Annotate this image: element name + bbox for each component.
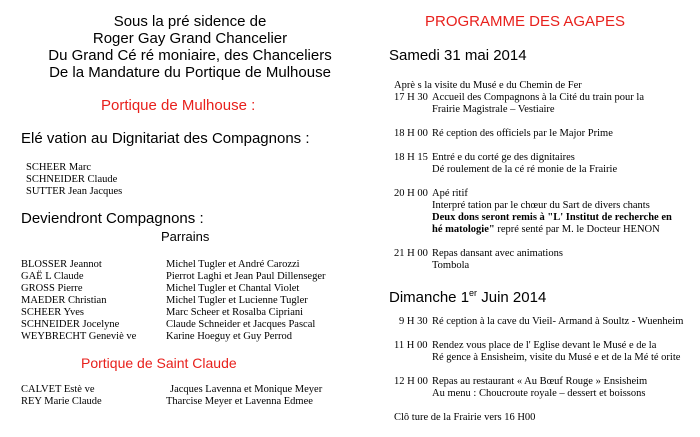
event-line: Ré gence à Ensisheim, visite du Musé e et de la Mé té orite	[432, 352, 681, 363]
compagnon-parrains: Pierrot Laghi et Jean Paul Dillenseger	[166, 271, 326, 282]
event-time: 17 H 30	[394, 92, 428, 103]
dignitaire-1: SCHEER Marc	[26, 162, 92, 173]
compagnon-name: WEYBRECHT Geneviè ve	[21, 331, 137, 342]
elevation-heading: Elé vation au Dignitariat des Compagnons :	[21, 130, 310, 147]
day1-title: Samedi 31 mai 2014	[389, 47, 527, 64]
compagnon-name: SCHEER Yves	[21, 307, 85, 318]
closing-line: Clô ture de la Frairie vers 16 H00	[394, 412, 536, 423]
event-line: Entré e du corté ge des dignitaires	[432, 152, 575, 163]
parrains-heading: Parrains	[161, 229, 210, 244]
event-line: Ré ception à la cave du Vieil- Armand à Soultz - Wuenheim	[432, 316, 684, 327]
event-line: Ré ception des officiels par le Major Prime	[432, 128, 613, 139]
programme-title: PROGRAMME DES AGAPES	[425, 13, 626, 30]
event-line: Repas au restaurant « Au Bœuf Rouge » Ensisheim	[432, 376, 648, 387]
event-line: Rendez vous place de l' Eglise devant le Musé e de la	[432, 340, 657, 351]
portique-mulhouse-heading: Portique de Mulhouse :	[101, 97, 256, 114]
event-line: Accueil des Compagnons à la Cité du train pour la	[432, 92, 644, 103]
header-line-1: Sous la pré sidence de	[113, 13, 267, 30]
event-time: 18 H 15	[394, 152, 428, 163]
compagnon-name: MAEDER Christian	[21, 295, 107, 306]
compagnon-parrains: Claude Schneider et Jacques Pascal	[166, 319, 316, 330]
compagnon-name: REY Marie Claude	[21, 396, 102, 407]
event-time: 11 H 00	[394, 340, 428, 351]
header-line-2: Roger Gay Grand Chancelier	[92, 30, 288, 47]
day1-intro: Aprè s la visite du Musé e du Chemin de Fer	[394, 80, 582, 91]
compagnon-name: SCHNEIDER Jocelyne	[21, 319, 120, 330]
compagnon-name: GROSS Pierre	[21, 283, 83, 294]
event-line: Dé roulement de la cé ré monie de la Frairie	[432, 164, 618, 175]
compagnon-parrains: Michel Tugler et Chantal Violet	[166, 283, 300, 294]
header-line-4: De la Mandature du Portique de Mulhouse	[49, 64, 331, 81]
compagnon-name: BLOSSER Jeannot	[21, 259, 102, 270]
compagnon-parrains: Jacques Lavenna et Monique Meyer	[170, 384, 323, 395]
event-time: 9 H 30	[399, 316, 428, 327]
event-line: Tombola	[432, 260, 470, 271]
day2-title	[389, 285, 546, 306]
compagnon-parrains: Michel Tugler et André Carozzi	[166, 259, 300, 270]
portique-saint-claude-heading: Portique de Saint Claude	[81, 355, 237, 371]
don-line-2-rest: repré senté par M. le Docteur HENON	[494, 224, 660, 235]
day2-title-sup: er	[469, 288, 478, 298]
event-time: 21 H 00	[394, 248, 428, 259]
event-time: 18 H 00	[394, 128, 428, 139]
deviendront-heading: Deviendront Compagnons :	[21, 210, 204, 227]
compagnon-parrains: Michel Tugler et Lucienne Tugler	[166, 295, 308, 306]
event-time: 12 H 00	[394, 376, 428, 387]
don-line-2	[432, 224, 660, 236]
dignitaire-2: SCHNEIDER Claude	[26, 174, 118, 185]
day2-title-pre: Dimanche 1	[389, 289, 470, 306]
event-line: Au menu : Choucroute royale – dessert et boissons	[432, 388, 646, 399]
don-line-1: Deux dons seront remis à "L' Institut de recherche en	[432, 212, 672, 223]
header-line-3: Du Grand Cé ré moniaire, des Chanceliers	[48, 47, 332, 64]
event-line: Interpré tation par le chœur du Sart de divers chants	[432, 200, 650, 211]
don-line-2-bold: hé matologie"	[432, 224, 495, 235]
event-time: 20 H 00	[394, 188, 428, 199]
compagnon-name: GAË L Claude	[21, 271, 84, 282]
dignitaire-3: SUTTER Jean Jacques	[26, 186, 123, 197]
event-line: Apé ritif	[432, 188, 468, 199]
compagnon-parrains: Karine Hoeguy et Guy Perrod	[166, 331, 292, 342]
compagnon-parrains: Tharcise Meyer et Lavenna Edmee	[166, 396, 313, 407]
event-line: Repas dansant avec animations	[432, 248, 563, 259]
event-line: Frairie Magistrale – Vestiaire	[432, 104, 555, 115]
compagnon-name: CALVET Estè ve	[21, 384, 95, 395]
day2-title-post: Juin 2014	[477, 289, 547, 306]
compagnon-parrains: Marc Scheer et Rosalba Cipriani	[166, 307, 304, 318]
